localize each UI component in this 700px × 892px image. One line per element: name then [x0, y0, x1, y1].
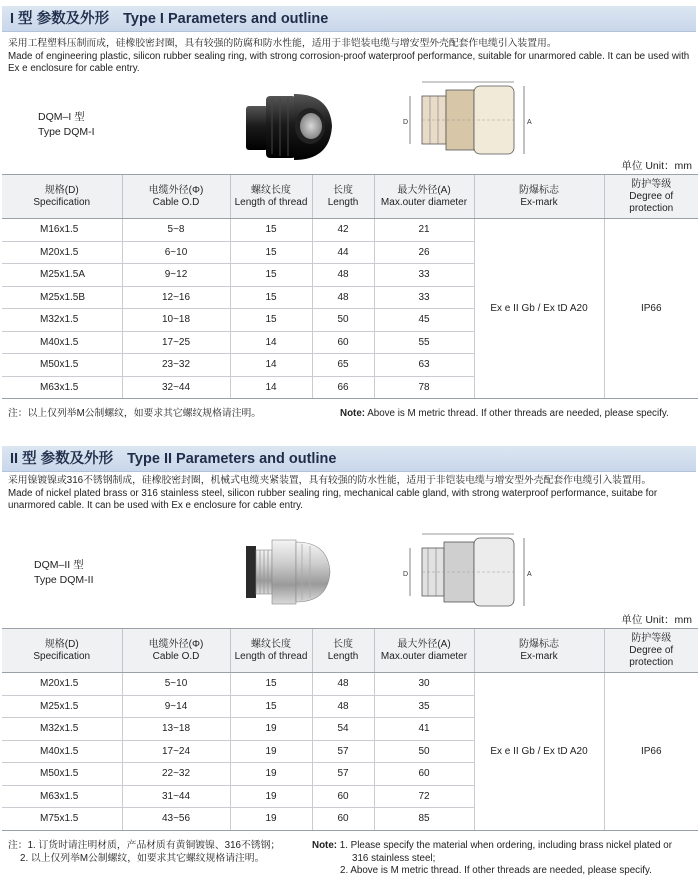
cell-length: 60 — [312, 331, 374, 354]
outline-drawing — [400, 78, 560, 158]
cell-thread-length: 19 — [230, 808, 312, 831]
cell-max-diameter: 33 — [374, 286, 474, 309]
cell-specification: M50x1.5 — [2, 354, 122, 377]
cell-max-diameter: 72 — [374, 785, 474, 808]
header-text: Specification — [33, 650, 91, 662]
header-thread-length — [230, 175, 312, 219]
header-max-outer-diameter — [374, 629, 474, 673]
cell-cable-od: 6~10 — [122, 241, 230, 264]
header-text: 防爆标志 — [519, 638, 559, 650]
cell-thread-length: 19 — [230, 785, 312, 808]
cell-thread-length: 19 — [230, 718, 312, 741]
cell-thread-length: 15 — [230, 219, 312, 242]
header-text: Ex-mark — [520, 650, 558, 662]
cell-length: 60 — [312, 808, 374, 831]
section-title — [2, 6, 696, 32]
cell-specification: M20x1.5 — [2, 673, 122, 696]
header-text: 最大外径(A) — [397, 184, 451, 196]
section-title-en: Type II Parameters and outline — [127, 451, 337, 467]
header-text: Length — [327, 650, 359, 662]
cell-specification: M75x1.5 — [2, 808, 122, 831]
header-text: 电缆外径(Φ) — [148, 638, 204, 650]
cell-max-diameter: 41 — [374, 718, 474, 741]
header-text: 防爆标志 — [519, 184, 559, 196]
cell-thread-length: 19 — [230, 763, 312, 786]
header-ex-mark — [474, 175, 604, 219]
cell-cable-od: 9~12 — [122, 264, 230, 287]
note-en-label: Note: — [340, 408, 366, 419]
type-1-section — [0, 0, 700, 430]
cell-thread-length: 15 — [230, 695, 312, 718]
unit-label: 单位 Unit：mm — [621, 614, 692, 626]
cell-specification: M32x1.5 — [2, 718, 122, 741]
header-text: 防护等级 — [631, 632, 672, 644]
model-label — [34, 558, 94, 588]
model-label-cn: DQM–I 型 — [38, 111, 85, 123]
cell-protection: IP66 — [604, 673, 698, 831]
header-text: Cable O.D — [152, 196, 200, 208]
cell-thread-length: 15 — [230, 264, 312, 287]
note-en-line-2: 2. Above is M metric thread. If other threads are needed, please specify. — [340, 865, 652, 877]
cell-thread-length: 15 — [230, 241, 312, 264]
cell-length: 42 — [312, 219, 374, 242]
cell-specification: M25x1.5A — [2, 264, 122, 287]
dimension-d-label: D — [403, 119, 409, 126]
note-cn — [8, 840, 280, 865]
cell-cable-od: 22~32 — [122, 763, 230, 786]
cell-length: 65 — [312, 354, 374, 377]
table-header-row — [2, 175, 698, 219]
cell-thread-length: 14 — [230, 331, 312, 354]
model-label-en: Type DQM-I — [38, 126, 95, 138]
note-cn-line-2: 2. 以上仅列举M公制螺纹，如要求其它螺纹规格请注明。 — [20, 852, 265, 864]
cell-length: 48 — [312, 673, 374, 696]
cell-length: 50 — [312, 309, 374, 332]
product-photo-black-gland — [240, 86, 340, 166]
cell-length: 48 — [312, 695, 374, 718]
cell-max-diameter: 55 — [374, 331, 474, 354]
cell-specification: M50x1.5 — [2, 763, 122, 786]
cell-max-diameter: 85 — [374, 808, 474, 831]
header-text: Length — [327, 196, 359, 208]
header-text: 电缆外径(Φ) — [148, 184, 204, 196]
header-cable-od — [122, 629, 230, 673]
cell-thread-length: 15 — [230, 309, 312, 332]
cell-max-diameter: 63 — [374, 354, 474, 377]
cell-max-diameter: 21 — [374, 219, 474, 242]
cell-specification: M16x1.5 — [2, 219, 122, 242]
dimension-d-label: D — [403, 571, 409, 578]
note-en-line-1: 1. Please specify the material when ordering, including brass nickel plated or — [337, 840, 672, 851]
cell-length: 57 — [312, 763, 374, 786]
dimension-a-label: A — [527, 571, 532, 578]
cell-max-diameter: 30 — [374, 673, 474, 696]
cell-specification: M63x1.5 — [2, 376, 122, 399]
outline-drawing — [400, 530, 560, 610]
note-cn-line-1: 注：1. 订货时请注明材质，产品材质有黄铜镀镍、316不锈钢； — [8, 840, 281, 851]
header-text: Length of thread — [234, 196, 308, 208]
type-2-section — [0, 444, 700, 892]
cell-ex-mark: Ex e II Gb / Ex tD A20 — [474, 219, 604, 399]
description-cn: 采用镍镀镍或316不锈钢制成，硅橡胶密封圈，机械式电缆夹紧装置，具有较强的防水性能，适用于非铠装电缆与增安型外壳配套作电缆引入装置用。 — [8, 475, 652, 486]
header-max-outer-diameter — [374, 175, 474, 219]
header-text: 螺纹长度 — [251, 184, 291, 196]
cell-specification: M20x1.5 — [2, 241, 122, 264]
spec-table — [2, 174, 698, 399]
header-text: Degree of protection — [629, 644, 674, 668]
model-label — [38, 110, 95, 140]
header-cable-od — [122, 175, 230, 219]
header-text: Specification — [33, 196, 91, 208]
cell-protection: IP66 — [604, 219, 698, 399]
header-ex-mark — [474, 629, 604, 673]
header-thread-length — [230, 629, 312, 673]
header-text: 最大外径(A) — [397, 638, 451, 650]
spec-table — [2, 628, 698, 831]
model-label-cn: DQM–II 型 — [34, 559, 84, 571]
dimension-a-label: A — [527, 119, 532, 126]
cell-cable-od: 5~10 — [122, 673, 230, 696]
header-specification — [2, 629, 122, 673]
cell-cable-od: 12~16 — [122, 286, 230, 309]
header-text: Max.outer diameter — [380, 650, 468, 662]
cell-cable-od: 23~32 — [122, 354, 230, 377]
table-row — [2, 673, 698, 696]
cell-thread-length: 14 — [230, 354, 312, 377]
cell-cable-od: 5~8 — [122, 219, 230, 242]
header-degree-of-protection — [604, 629, 698, 673]
section-title-cn: II 型 参数及外形 — [10, 451, 114, 467]
cell-specification: M32x1.5 — [2, 309, 122, 332]
note-en-line-1b: 316 stainless steel; — [352, 852, 436, 864]
header-text: Cable O.D — [152, 650, 200, 662]
header-text: Ex-mark — [520, 196, 558, 208]
cell-max-diameter: 50 — [374, 740, 474, 763]
cell-cable-od: 17~25 — [122, 331, 230, 354]
cell-specification: M25x1.5 — [2, 695, 122, 718]
cell-specification: M63x1.5 — [2, 785, 122, 808]
cell-thread-length: 15 — [230, 286, 312, 309]
header-text: 长度 — [333, 638, 353, 650]
note-en — [312, 840, 696, 878]
cell-cable-od: 32~44 — [122, 376, 230, 399]
cell-specification: M25x1.5B — [2, 286, 122, 309]
cell-cable-od: 17~24 — [122, 740, 230, 763]
cell-length: 44 — [312, 241, 374, 264]
product-photo-metal-gland — [242, 532, 342, 612]
section-description — [8, 38, 692, 76]
header-specification — [2, 175, 122, 219]
note-cn: 注：以上仅列举M公制螺纹，如要求其它螺纹规格请注明。 — [8, 408, 262, 419]
cell-length: 48 — [312, 264, 374, 287]
cell-length: 60 — [312, 785, 374, 808]
cell-cable-od: 31~44 — [122, 785, 230, 808]
cell-max-diameter: 26 — [374, 241, 474, 264]
section-title-en: Type I Parameters and outline — [123, 11, 329, 27]
header-length — [312, 175, 374, 219]
header-text: 规格(D) — [44, 638, 79, 650]
header-text: 螺纹长度 — [251, 638, 291, 650]
cell-cable-od: 43~56 — [122, 808, 230, 831]
note-en — [340, 408, 669, 421]
cell-length: 57 — [312, 740, 374, 763]
header-text: 防护等级 — [631, 178, 672, 190]
cell-thread-length: 15 — [230, 673, 312, 696]
cell-thread-length: 14 — [230, 376, 312, 399]
note-en-label: Note: — [312, 840, 338, 851]
table-row — [2, 219, 698, 242]
header-text: Max.outer diameter — [380, 196, 468, 208]
header-text: 规格(D) — [44, 184, 79, 196]
cell-max-diameter: 45 — [374, 309, 474, 332]
header-length — [312, 629, 374, 673]
cell-cable-od: 10~18 — [122, 309, 230, 332]
header-degree-of-protection — [604, 175, 698, 219]
table-header-row — [2, 629, 698, 673]
header-text: Length of thread — [234, 650, 308, 662]
cell-max-diameter: 78 — [374, 376, 474, 399]
cell-length: 48 — [312, 286, 374, 309]
cell-thread-length: 19 — [230, 740, 312, 763]
header-text: Degree of protection — [629, 190, 674, 214]
unit-label: 单位 Unit：mm — [621, 160, 692, 172]
cell-ex-mark: Ex e II Gb / Ex tD A20 — [474, 673, 604, 831]
cell-specification: M40x1.5 — [2, 331, 122, 354]
cell-length: 66 — [312, 376, 374, 399]
cell-cable-od: 9~14 — [122, 695, 230, 718]
header-text: 长度 — [333, 184, 353, 196]
cell-cable-od: 13~18 — [122, 718, 230, 741]
description-en: Made of nickel plated brass or 316 stainless steel, silicon rubber sealing ring, mechanical cable gland, with strong waterproof performance, suitabe for unarmored cable. It can be used with Ex e enclosure for cable entry. — [8, 487, 658, 512]
section-title-cn: I 型 参数及外形 — [10, 11, 110, 27]
note-en-text: Above is M metric thread. If other threads are needed, please specify. — [365, 408, 669, 419]
cell-length: 54 — [312, 718, 374, 741]
description-cn: 采用工程塑料压制而成，硅橡胶密封圈，具有较强的防腐和防水性能，适用于非铠装电缆与增安型外壳配套作电缆引入装置用。 — [8, 38, 557, 49]
description-en: Made of engineering plastic, silicon rubber sealing ring, with strong corrosion-proof waterproof performance, suitable for unarmored cable. It can be used with Ex e enclosure for cable entry. — [8, 50, 690, 75]
model-label-en: Type DQM-II — [34, 574, 94, 586]
cell-specification: M40x1.5 — [2, 740, 122, 763]
section-description — [8, 475, 692, 513]
cell-max-diameter: 33 — [374, 264, 474, 287]
cell-max-diameter: 35 — [374, 695, 474, 718]
section-title — [2, 446, 696, 472]
cell-max-diameter: 60 — [374, 763, 474, 786]
